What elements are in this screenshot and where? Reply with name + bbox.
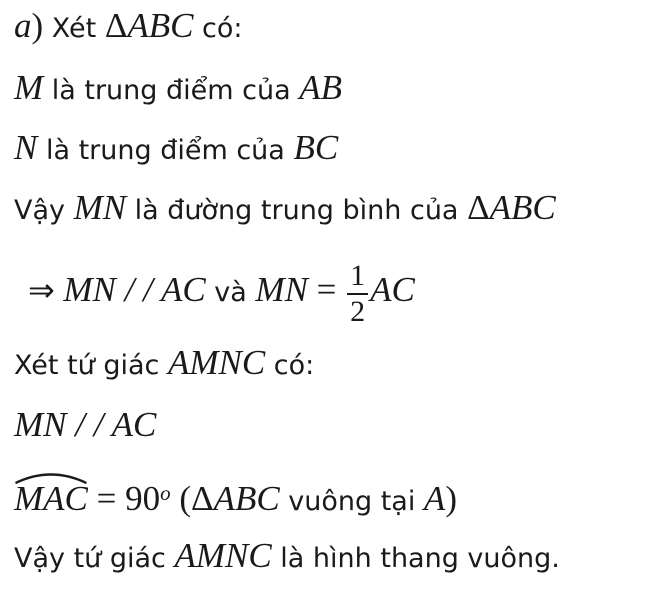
delta-symbol: Δ	[467, 188, 490, 227]
math-ac: AC	[160, 270, 206, 309]
math-amnc: AMNC	[174, 536, 272, 575]
angle-hat-icon	[14, 470, 88, 484]
text-midline: là đường trung bình của	[126, 195, 468, 226]
fraction-numerator: 1	[347, 259, 368, 295]
math-ac: AC	[111, 405, 157, 444]
math-ninety: 90	[125, 479, 161, 518]
line-quadrilateral	[14, 343, 655, 386]
text-vay: Vậy	[14, 195, 74, 226]
math-mac: MAC	[14, 479, 88, 518]
line-mn-parallel-ac	[14, 405, 655, 448]
math-n: N	[14, 128, 38, 167]
text-midpoint: là trung điểm của	[43, 75, 300, 106]
math-m: M	[14, 68, 44, 107]
open-paren: (	[170, 479, 192, 518]
text-vuong-tai: vuông tại	[279, 486, 424, 517]
line-right-angle	[14, 473, 655, 522]
text-xet: Xét	[43, 13, 105, 44]
text-co: có:	[265, 350, 315, 381]
equals-sign: =	[307, 270, 346, 309]
math-mn: MN	[73, 188, 127, 227]
math-abc: ABC	[213, 479, 280, 518]
part-paren: )	[31, 6, 44, 45]
math-ab: AB	[299, 68, 342, 107]
line-midline	[14, 188, 655, 231]
math-bc: BC	[293, 128, 339, 167]
math-parallel: / /	[66, 405, 112, 444]
angle-mac	[14, 479, 88, 522]
math-amnc: AMNC	[167, 343, 266, 382]
text-co: có:	[193, 13, 243, 44]
delta-symbol: Δ	[191, 479, 214, 518]
degree-superscript: o	[160, 481, 171, 505]
fraction-denominator: 2	[350, 294, 366, 328]
text-midpoint: là trung điểm của	[37, 135, 294, 166]
math-mn: MN	[63, 270, 116, 309]
close-paren: )	[445, 479, 457, 518]
implies-arrow: ⇒	[28, 272, 55, 308]
delta-symbol: Δ	[104, 6, 128, 45]
text-conclusion: là hình thang vuông.	[271, 543, 560, 574]
line-m-midpoint	[14, 68, 655, 111]
line-n-midpoint	[14, 128, 655, 171]
line-conclusion	[14, 536, 655, 579]
text-xet-tu-giac: Xét tứ giác	[14, 350, 168, 381]
math-a: A	[423, 479, 446, 518]
equals-sign: =	[87, 479, 126, 518]
math-mn: MN	[255, 270, 308, 309]
math-abc: ABC	[127, 6, 194, 45]
text-vay-tu-giac: Vậy tứ giác	[14, 543, 175, 574]
math-parallel: / /	[115, 270, 161, 309]
math-ac: AC	[370, 270, 415, 309]
math-mn: MN	[14, 405, 67, 444]
fraction-one-half	[347, 259, 368, 329]
line-parallel-half	[28, 250, 655, 330]
math-abc: ABC	[489, 188, 556, 227]
part-label: a	[14, 6, 32, 45]
text-va: và	[205, 277, 256, 308]
line-triangle-abc	[14, 6, 655, 49]
